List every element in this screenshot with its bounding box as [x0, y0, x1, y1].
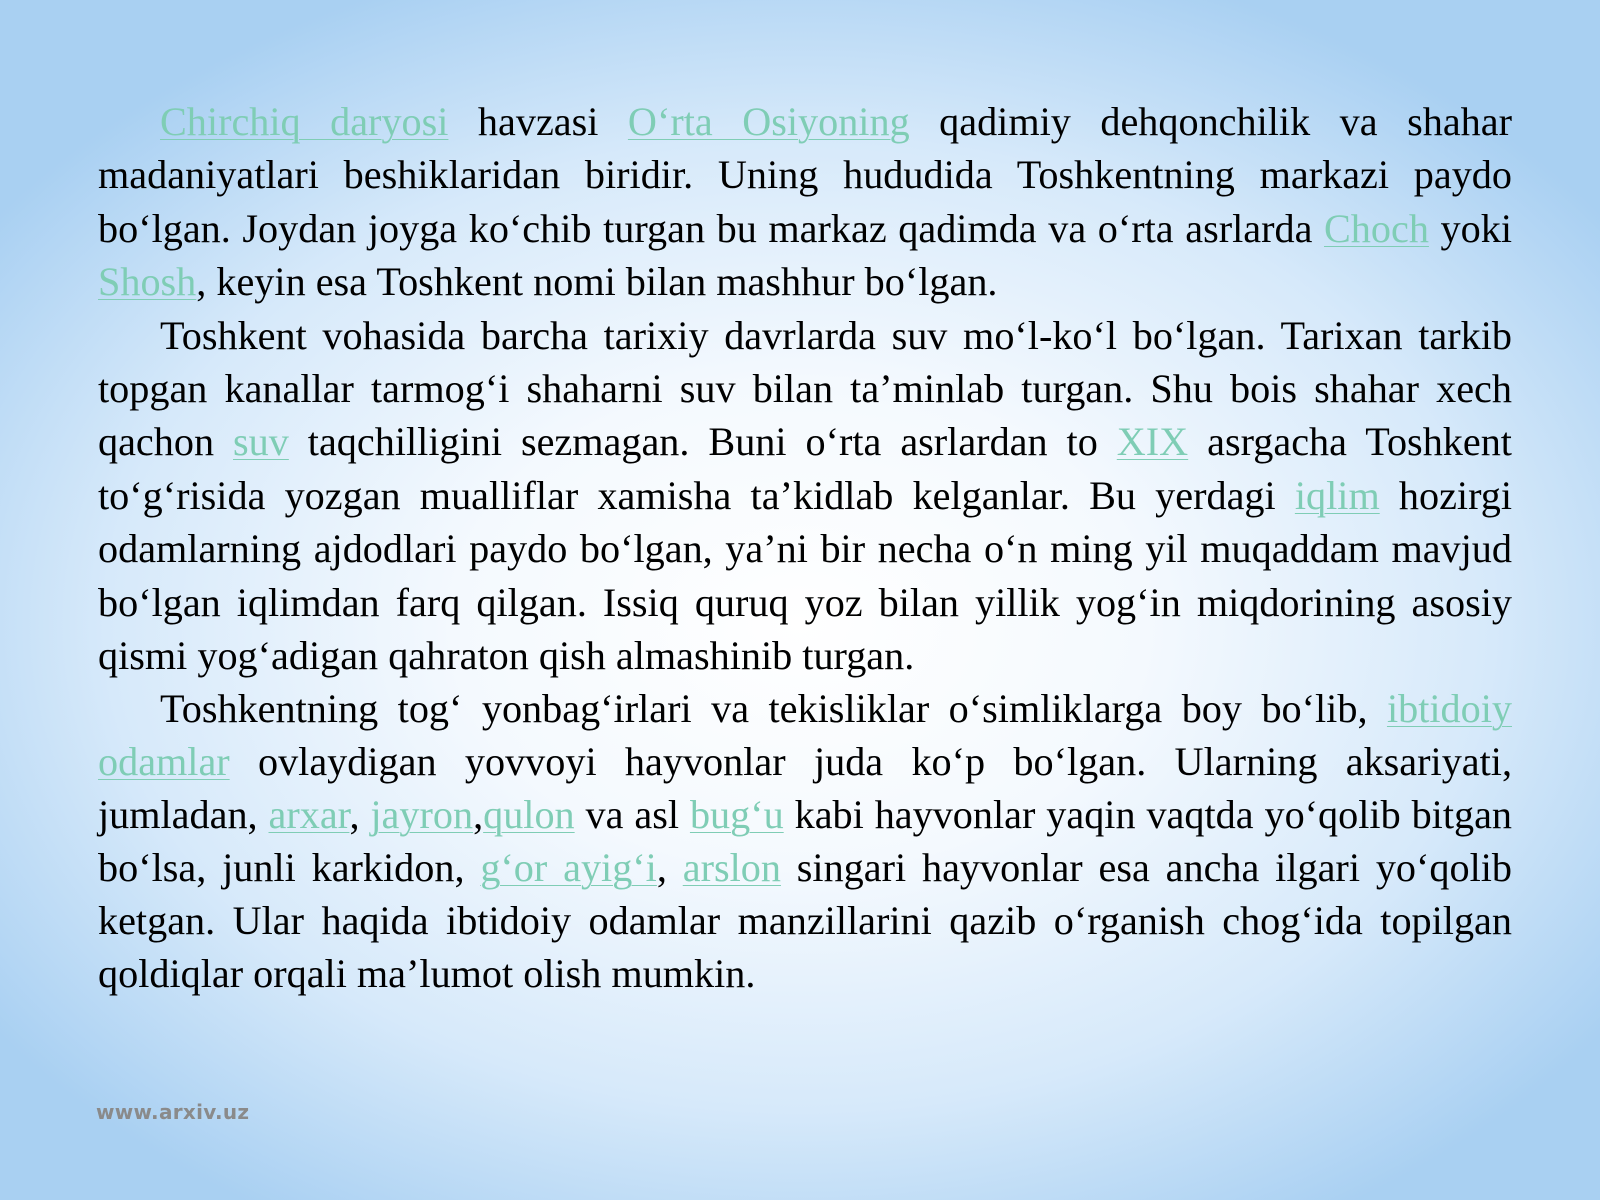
- link-chirchiq-daryosi[interactable]: Chirchiq daryosi: [160, 99, 449, 144]
- paragraph-2: [98, 309, 1512, 683]
- text-span: va asl: [574, 792, 690, 838]
- link-ibtidoiy-odamlar[interactable]: ibtidoiy odamlar: [98, 686, 1512, 785]
- link-iqlim[interactable]: iqlim: [1294, 472, 1380, 518]
- footer-watermark: www.arxiv.uz: [96, 1100, 250, 1124]
- text-span: asrgacha Toshkent to‘g‘risida yozgan mualliflar xamisha ta’kidlab kelganlar. Bu yerdagi: [98, 419, 1512, 518]
- link-arxar[interactable]: arxar: [268, 792, 350, 838]
- link-shosh[interactable]: Shosh: [98, 259, 197, 305]
- link-gor-ayigi[interactable]: g‘or ayig‘i: [480, 845, 657, 891]
- link-xix[interactable]: XIX: [1116, 419, 1189, 465]
- link-suv[interactable]: suv: [233, 419, 289, 465]
- text-span: kabi hayvonlar yaqin vaqtda yo‘qolib bitgan bo‘lsa, junli karkidon,: [98, 792, 1513, 891]
- paragraph-3: [98, 682, 1512, 1000]
- link-choch[interactable]: Choch: [1324, 205, 1429, 251]
- link-bugu[interactable]: bug‘u: [689, 792, 784, 838]
- text-span: ,: [473, 792, 484, 838]
- text-span: singari hayvonlar esa ancha ilgari yo‘qolib ketgan. Ular haqida ibtidoiy odamlar manzillarini qazib o‘rganish chog‘ida topilgan qoldiqlar orqali ma’lumot olish mumkin.: [98, 845, 1512, 997]
- slide-text-body: [98, 95, 1512, 1000]
- text-span: yoki: [1428, 205, 1512, 251]
- text-span: ,: [656, 845, 683, 891]
- text-span: Toshkentning tog‘ yonbag‘irlari va tekisliklar o‘simliklarga boy bo‘lib,: [160, 686, 1387, 732]
- link-orta-osiyoning[interactable]: O‘rta Osiyoning: [627, 99, 910, 144]
- paragraph-1: [98, 95, 1512, 309]
- link-arslon[interactable]: arslon: [682, 845, 781, 891]
- text-span: qadimiy dehqonchilik va shahar madaniyatlari beshiklaridan biridir. Uning hududida Toshkentning markazi paydo bo‘lgan. Joydan joyga ko‘chib turgan bu markaz qadimda va o‘rta asrlarda: [98, 99, 1512, 251]
- text-span: taqchilligini sezmagan. Buni o‘rta asrlardan to: [288, 419, 1117, 465]
- text-span: Toshkent vohasida barcha tarixiy davrlarda suv mo‘l-ko‘l bo‘lgan. Tarixan tarkib topgan kanallar tarmog‘i shaharni suv bilan ta’minlab turgan. Shu bois shahar xech qachon: [98, 312, 1512, 465]
- text-span: hozirgi odamlarning ajdodlari paydo bo‘lgan, ya’ni bir necha o‘n ming yil muqaddam mavjud bo‘lgan iqlimdan farq qilgan. Issiq quruq yoz bilan yillik yog‘in miqdorining asosiy qismi yog‘adigan qahraton qish almashinib turgan.: [98, 472, 1513, 679]
- link-qulon[interactable]: qulon: [483, 792, 575, 838]
- text-span: , keyin esa Toshkent nomi bilan mashhur bo‘lgan.: [196, 259, 998, 305]
- text-span: havzasi: [448, 99, 628, 144]
- link-jayron[interactable]: jayron: [370, 792, 474, 838]
- text-span: ,: [349, 792, 371, 838]
- text-span: ovlaydigan yovvoyi hayvonlar juda ko‘p bo‘lgan. Ularning aksariyati, jumladan,: [98, 739, 1512, 838]
